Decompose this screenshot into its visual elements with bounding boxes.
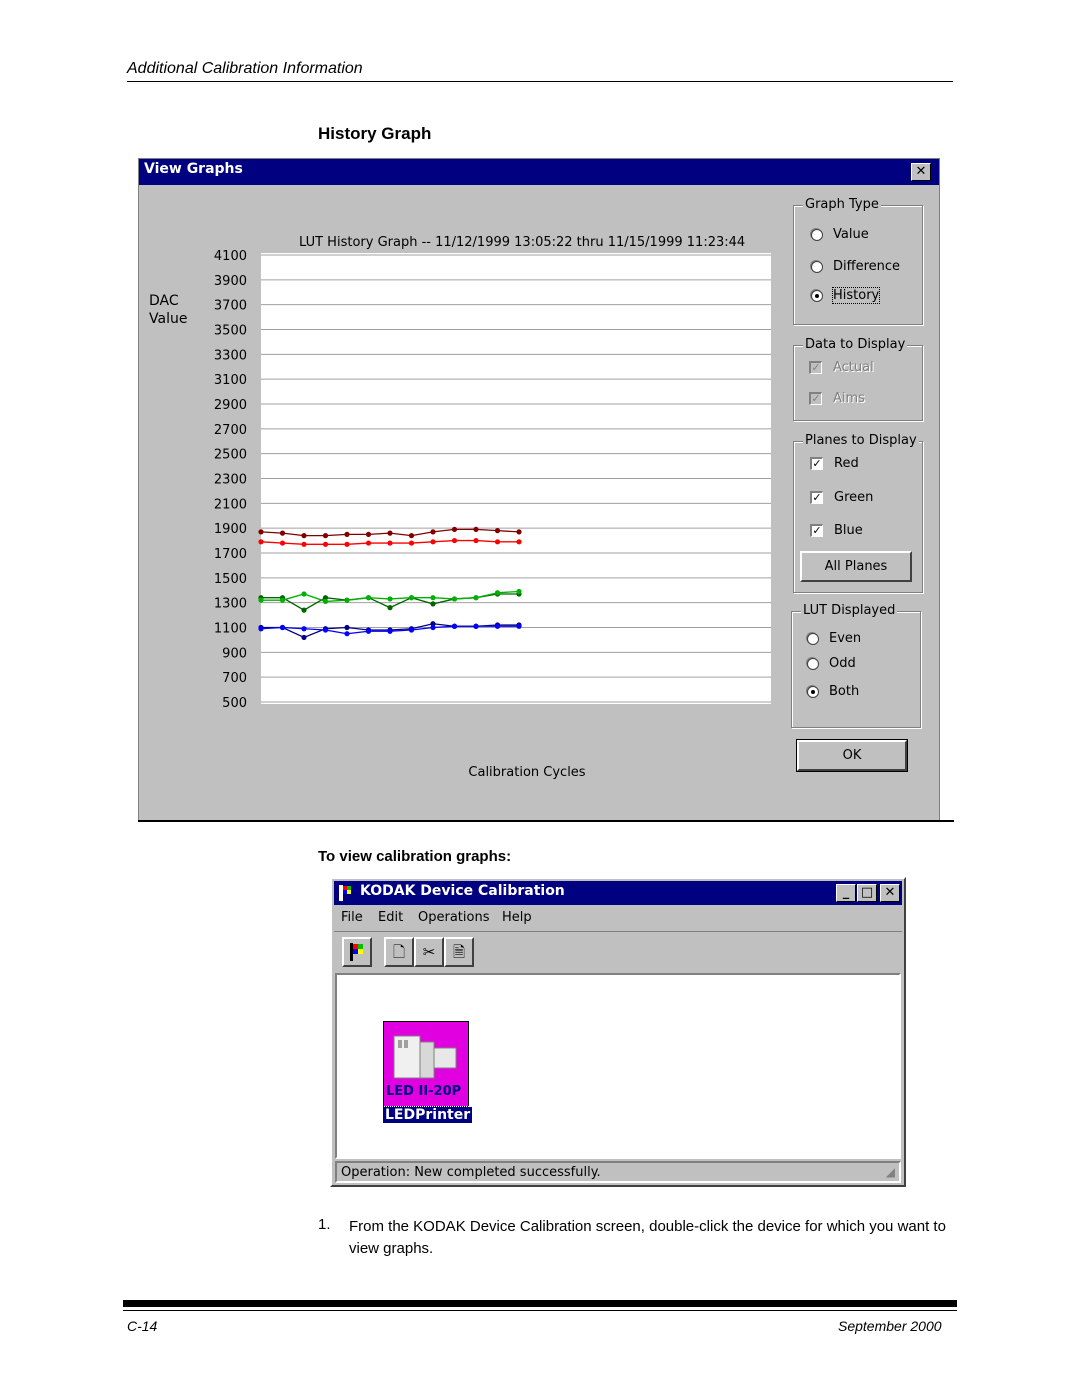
data-point [344, 631, 349, 636]
device-model-label: LED II-20P [386, 1084, 462, 1099]
data-point [258, 529, 263, 534]
y-tick-label: 900 [222, 646, 247, 662]
y-tick-label: 3500 [213, 323, 247, 339]
menu-operations[interactable]: Operations [418, 910, 490, 925]
minimize-button[interactable] [836, 884, 856, 902]
data-point [473, 527, 478, 532]
data-point [387, 629, 392, 634]
x-axis-label: Calibration Cycles [468, 765, 586, 780]
close-button[interactable] [880, 884, 900, 902]
data-point [280, 540, 285, 545]
data-point [280, 531, 285, 536]
scissors-icon: ✂ [422, 943, 436, 961]
menu-edit[interactable]: Edit [378, 910, 404, 925]
checkmark-icon: ✓ [810, 457, 823, 470]
y-tick-label: 2500 [213, 447, 247, 463]
data-point [495, 539, 500, 544]
checkbox-actual-label: Actual [833, 360, 874, 375]
data-point [258, 626, 263, 631]
data-point [301, 533, 306, 538]
window-bottom-rule [138, 820, 954, 822]
data-point [452, 527, 457, 532]
radio-circle [811, 229, 823, 241]
history-graph-heading: History Graph [318, 124, 432, 143]
menu-separator [334, 931, 902, 932]
data-point [258, 598, 263, 603]
data-point [323, 533, 328, 538]
data-point [344, 532, 349, 537]
checkmark-icon: ✓ [810, 524, 823, 537]
y-axis-label: DAC [149, 293, 179, 309]
radio-difference-label: Difference [833, 259, 901, 274]
new-tool-button[interactable] [384, 937, 414, 967]
all-planes-button[interactable]: All Planes [800, 551, 912, 582]
y-tick-label: 4100 [213, 249, 247, 264]
y-tick-label: 3100 [213, 373, 247, 389]
radio-circle-selected [811, 290, 823, 302]
close-icon: ✕ [915, 164, 927, 179]
data-point [323, 627, 328, 632]
device-list-area [335, 973, 901, 1159]
y-tick-label: 3900 [213, 273, 247, 289]
data-to-display-group [793, 345, 923, 421]
data-point [409, 627, 414, 632]
data-point [473, 624, 478, 629]
data-point [430, 539, 435, 544]
kodak-device-calibration-window [330, 877, 906, 1187]
menu-file[interactable]: File [341, 910, 363, 925]
maximize-icon: □ [860, 885, 874, 900]
data-point [280, 598, 285, 603]
data-point [452, 624, 457, 629]
data-point [366, 595, 371, 600]
view-graphs-subheading: To view calibration graphs: [318, 848, 512, 865]
y-tick-label: 2300 [213, 472, 247, 488]
calibrate-icon [346, 941, 368, 963]
step-number: 1. [318, 1216, 331, 1233]
chart-title: LUT History Graph -- 11/12/1999 13:05:22 thru 11/15/1999 11:23:44 [299, 235, 746, 250]
data-point [387, 540, 392, 545]
y-tick-label: 3300 [213, 348, 247, 364]
data-point [301, 591, 306, 596]
close-icon: ✕ [884, 885, 896, 900]
data-point [409, 540, 414, 545]
radio-both-label: Both [829, 684, 860, 699]
publication-date: September 2000 [838, 1318, 942, 1334]
data-point [301, 626, 306, 631]
status-text: Operation: New completed successfully. [341, 1165, 601, 1180]
calibrate-tool-button[interactable] [342, 937, 372, 967]
data-point [344, 598, 349, 603]
checkbox-blue-label: Blue [834, 523, 863, 538]
data-point [387, 596, 392, 601]
checkbox-red-label: Red [834, 456, 859, 471]
y-tick-label: 500 [222, 696, 247, 711]
data-point [280, 625, 285, 630]
checkmark-icon: ✓ [810, 491, 823, 504]
ok-button[interactable]: OK [797, 740, 907, 771]
planes-to-display-label: Planes to Display [805, 433, 917, 448]
maximize-button[interactable] [857, 884, 877, 902]
radio-odd-label: Odd [829, 656, 856, 671]
checkmark-icon: ✓ [809, 361, 822, 374]
data-point [301, 542, 306, 547]
data-point [301, 635, 306, 640]
data-point [366, 532, 371, 537]
data-point [344, 542, 349, 547]
data-point [301, 608, 306, 613]
data-point [516, 529, 521, 534]
data-point [387, 531, 392, 536]
data-point [516, 539, 521, 544]
data-point [473, 595, 478, 600]
lut-displayed-label: LUT Displayed [803, 603, 896, 618]
graph-type-label: Graph Type [805, 197, 879, 212]
radio-even-label: Even [829, 631, 862, 646]
page-number: C-14 [127, 1318, 158, 1334]
data-point [516, 624, 521, 629]
properties-tool-button[interactable] [444, 937, 474, 967]
cut-tool-button[interactable] [414, 937, 444, 967]
data-point [409, 595, 414, 600]
y-tick-label: 2900 [213, 398, 247, 413]
data-point [366, 629, 371, 634]
view-graphs-title: View Graphs [144, 161, 243, 177]
y-tick-label: 700 [222, 671, 247, 687]
app-icon [338, 884, 354, 902]
data-point [430, 601, 435, 606]
footer-rule [123, 1310, 957, 1311]
resize-grip-icon[interactable]: ◢ [885, 1165, 895, 1179]
data-point [430, 625, 435, 630]
y-tick-label: 1900 [213, 522, 247, 538]
data-point [409, 533, 414, 538]
menu-help[interactable]: Help [502, 910, 532, 925]
kodak-titlebar [334, 881, 902, 905]
data-point [430, 595, 435, 600]
close-button[interactable] [911, 163, 931, 181]
header-rule [127, 81, 953, 82]
new-document-icon: 🗋 [392, 943, 406, 961]
data-to-display-label: Data to Display [805, 337, 906, 352]
lut-history-chart [139, 185, 789, 815]
device-icon[interactable] [383, 1021, 469, 1107]
step-text: From the KODAK Device Calibration screen, double-click the device for which you want to view graphs. [349, 1218, 946, 1257]
data-point [452, 538, 457, 543]
data-point [495, 528, 500, 533]
checkmark-icon: ✓ [809, 392, 822, 405]
footer-bar [123, 1300, 957, 1307]
data-point [473, 538, 478, 543]
printer-icon [384, 1022, 468, 1092]
device-name-label[interactable]: LEDPrinter [385, 1107, 471, 1123]
data-point [323, 599, 328, 604]
y-tick-label: 3700 [213, 298, 247, 314]
data-point [516, 589, 521, 594]
data-point [495, 624, 500, 629]
data-point [495, 590, 500, 595]
status-bar [335, 1161, 901, 1183]
view-graphs-titlebar [139, 159, 939, 185]
radio-circle [811, 261, 823, 273]
data-point [387, 605, 392, 610]
y-axis-label: Value [149, 311, 188, 327]
radio-value-label: Value [833, 227, 869, 242]
y-tick-label: 1300 [213, 596, 247, 612]
data-point [366, 540, 371, 545]
section-title: Additional Calibration Information [127, 60, 363, 77]
radio-circle [807, 658, 819, 670]
view-graphs-window [138, 158, 940, 822]
radio-history-label: History [833, 288, 880, 303]
y-tick-label: 1100 [213, 621, 247, 637]
y-tick-label: 2700 [213, 422, 247, 438]
document-icon: 🗎 [452, 943, 466, 961]
data-point [452, 596, 457, 601]
data-point [258, 539, 263, 544]
data-point [323, 542, 328, 547]
radio-circle-selected [807, 686, 819, 698]
kodak-title: KODAK Device Calibration [360, 883, 565, 899]
data-point [344, 625, 349, 630]
y-tick-label: 1700 [213, 547, 247, 562]
checkbox-green-label: Green [834, 490, 874, 505]
radio-circle [807, 633, 819, 645]
data-point [430, 529, 435, 534]
minimize-icon: _ [842, 885, 850, 900]
y-tick-label: 1500 [213, 571, 247, 587]
y-tick-label: 2100 [213, 497, 247, 513]
checkbox-aims-label: Aims [833, 391, 865, 406]
